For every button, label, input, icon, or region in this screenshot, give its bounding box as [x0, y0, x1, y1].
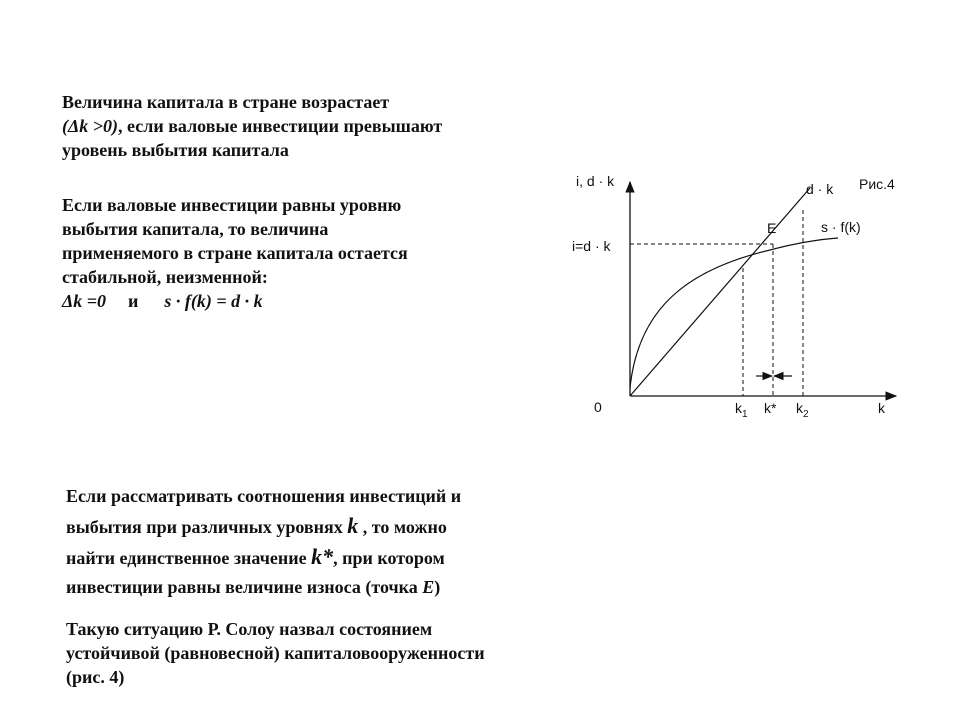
x-axis-label: k	[878, 400, 885, 416]
paragraph-capital-growth	[62, 90, 442, 162]
series-label-s-f-k: s · f(k)	[821, 219, 861, 235]
text-line: Если валовые инвестиции равны уровню	[62, 195, 402, 215]
text-line	[66, 511, 461, 542]
text-line: устойчивой (равновесной) капиталовооруженности	[66, 643, 485, 663]
tick-label-k1: $k_1$	[735, 400, 748, 420]
text-fragment: )	[434, 577, 441, 597]
text-fragment: , при котором	[333, 548, 445, 568]
text-fragment: инвестиции равны величине износа (точка	[66, 577, 418, 597]
y-axis-label: i, d · k	[576, 173, 615, 189]
y-equilibrium-label: i=d · k	[572, 238, 611, 254]
formula-delta-k-positive: (Δk >0)	[62, 116, 119, 136]
chart-title: Рис.4	[859, 176, 895, 192]
text-line: (рис. 4)	[66, 667, 125, 687]
text-fragment: выбытия при различных уровнях	[66, 517, 343, 537]
text-line	[66, 542, 461, 573]
text-line: уровень выбытия капитала	[62, 140, 289, 160]
formula-equilibrium: s · f(k) = d · k	[164, 291, 263, 311]
text-line: Такую ситуацию Р. Солоу назвал состоянием	[66, 619, 433, 639]
text-fragment: , то можно	[362, 517, 447, 537]
text-line	[66, 573, 461, 602]
equilibrium-point-label: E	[767, 220, 777, 236]
variable-k: k	[347, 513, 359, 538]
formula-line	[62, 289, 408, 313]
text-line: Если рассматривать соотношения инвестиций и	[66, 486, 462, 506]
point-e: E	[422, 577, 435, 597]
text-line: применяемого в стране капитала остается	[62, 243, 408, 263]
series-s-f-k-curve	[630, 238, 838, 388]
formula-delta-k-zero: Δk =0	[62, 291, 107, 311]
series-d-k-line	[630, 188, 810, 396]
origin-label: 0	[594, 399, 602, 415]
tick-label-k2: $k_2$	[796, 400, 809, 420]
conjunction: и	[128, 291, 139, 311]
solow-chart	[560, 160, 910, 430]
variable-k-star: k*	[311, 544, 334, 569]
text-fragment: , если валовые инвестиции превышают	[118, 116, 443, 136]
tick-label-k-star: k*	[764, 400, 777, 416]
text-line: стабильной, неизменной:	[62, 267, 268, 287]
paragraph-stable-capital	[62, 193, 408, 313]
paragraph-solow-conclusion	[66, 617, 485, 689]
series-label-d-k: d · k	[806, 181, 834, 197]
text-line: выбытия капитала, то величина	[62, 219, 329, 239]
text-fragment: найти единственное значение	[66, 548, 307, 568]
text-line: Величина капитала в стране возрастает	[62, 92, 390, 112]
text-line	[62, 114, 442, 138]
paragraph-unique-k-star	[66, 482, 461, 602]
